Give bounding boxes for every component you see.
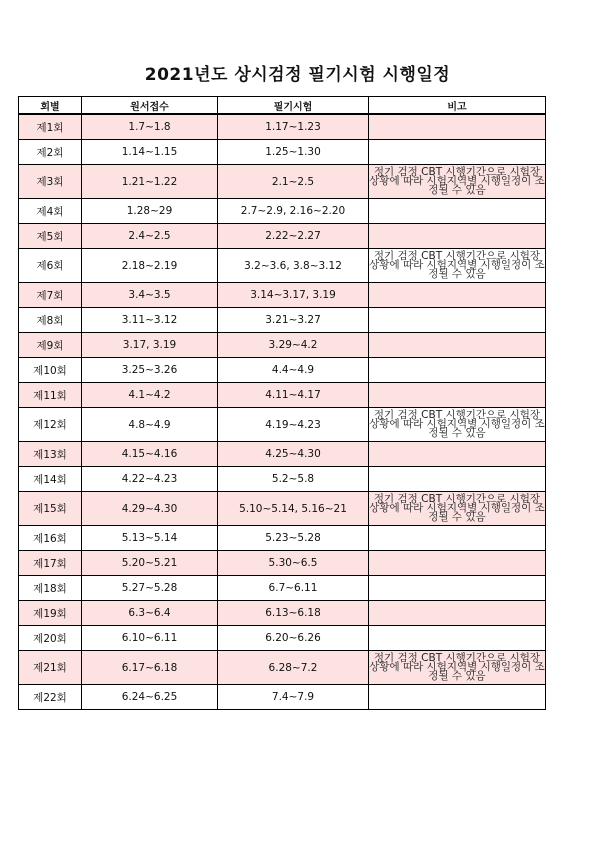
- round-cell: 제3회: [19, 165, 82, 199]
- application-cell: 4.29~4.30: [82, 492, 218, 526]
- application-cell: 4.15~4.16: [82, 442, 218, 467]
- table-row: [19, 576, 546, 601]
- exam-cell: 3.29~4.2: [218, 333, 369, 358]
- application-cell: 5.27~5.28: [82, 576, 218, 601]
- exam-cell: 4.25~4.30: [218, 442, 369, 467]
- round-cell: 제11회: [19, 383, 82, 408]
- table-row: [19, 651, 546, 685]
- note-cell: [369, 576, 546, 601]
- round-cell: 제17회: [19, 551, 82, 576]
- round-cell: 제18회: [19, 576, 82, 601]
- note-cell: [369, 626, 546, 651]
- note-cell: [369, 283, 546, 308]
- table-row: [19, 551, 546, 576]
- table-row: [19, 383, 546, 408]
- table-row: [19, 199, 546, 224]
- note-cell: [369, 526, 546, 551]
- exam-cell: 2.7~2.9, 2.16~2.20: [218, 199, 369, 224]
- table-row: [19, 165, 546, 199]
- application-cell: 4.22~4.23: [82, 467, 218, 492]
- table-row: [19, 114, 546, 140]
- round-cell: 제10회: [19, 358, 82, 383]
- round-cell: 제5회: [19, 224, 82, 249]
- page-title: 2021년도 상시검정 필기시험 시행일정: [144, 65, 451, 85]
- exam-cell: 6.20~6.26: [218, 626, 369, 651]
- application-cell: 4.8~4.9: [82, 408, 218, 442]
- note-cell: [369, 358, 546, 383]
- application-cell: 5.13~5.14: [82, 526, 218, 551]
- round-cell: 제22회: [19, 685, 82, 710]
- note-cell: 정기 검정 CBT 시행기간으로 시험장 상황에 따라 시험지역별 시행일정이 조정될 수 있음: [369, 408, 546, 442]
- application-cell: 3.17, 3.19: [82, 333, 218, 358]
- exam-cell: 5.2~5.8: [218, 467, 369, 492]
- application-cell: 6.24~6.25: [82, 685, 218, 710]
- note-cell: [369, 199, 546, 224]
- schedule-table: [18, 96, 546, 710]
- round-cell: 제9회: [19, 333, 82, 358]
- header-note: 비고: [369, 97, 546, 115]
- round-cell: 제6회: [19, 249, 82, 283]
- round-cell: 제1회: [19, 114, 82, 140]
- table-row: [19, 249, 546, 283]
- exam-cell: 5.10~5.14, 5.16~21: [218, 492, 369, 526]
- table-row: [19, 492, 546, 526]
- table-row: [19, 601, 546, 626]
- application-cell: 2.4~2.5: [82, 224, 218, 249]
- table-row: [19, 685, 546, 710]
- application-cell: 5.20~5.21: [82, 551, 218, 576]
- note-cell: [369, 551, 546, 576]
- application-cell: 6.3~6.4: [82, 601, 218, 626]
- round-cell: 제21회: [19, 651, 82, 685]
- table-row: [19, 442, 546, 467]
- exam-cell: 6.7~6.11: [218, 576, 369, 601]
- table-row: [19, 526, 546, 551]
- note-cell: [369, 685, 546, 710]
- note-cell: 정기 검정 CBT 시행기간으로 시험장 상황에 따라 시험지역별 시행일정이 조정될 수 있음: [369, 249, 546, 283]
- application-cell: 3.25~3.26: [82, 358, 218, 383]
- round-cell: 제20회: [19, 626, 82, 651]
- table-row: [19, 626, 546, 651]
- note-cell: 정기 검정 CBT 시행기간으로 시험장 상황에 따라 시험지역별 시행일정이 조정될 수 있음: [369, 651, 546, 685]
- note-cell: [369, 442, 546, 467]
- exam-cell: 6.28~7.2: [218, 651, 369, 685]
- note-cell: 정기 검정 CBT 시행기간으로 시험장 상황에 따라 시험지역별 시행일정이 조정될 수 있음: [369, 165, 546, 199]
- exam-cell: 4.19~4.23: [218, 408, 369, 442]
- table-row: [19, 408, 546, 442]
- table-row: [19, 283, 546, 308]
- round-cell: 제19회: [19, 601, 82, 626]
- exam-cell: 2.1~2.5: [218, 165, 369, 199]
- exam-cell: 4.11~4.17: [218, 383, 369, 408]
- round-cell: 제13회: [19, 442, 82, 467]
- application-cell: 1.7~1.8: [82, 114, 218, 140]
- exam-cell: 3.21~3.27: [218, 308, 369, 333]
- table-header-row: [19, 97, 546, 115]
- exam-cell: 3.14~3.17, 3.19: [218, 283, 369, 308]
- application-cell: 3.4~3.5: [82, 283, 218, 308]
- exam-cell: 1.25~1.30: [218, 140, 369, 165]
- table-row: [19, 467, 546, 492]
- exam-cell: 6.13~6.18: [218, 601, 369, 626]
- round-cell: 제2회: [19, 140, 82, 165]
- table-row: [19, 140, 546, 165]
- application-cell: 6.17~6.18: [82, 651, 218, 685]
- round-cell: 제12회: [19, 408, 82, 442]
- header-round: 회별: [19, 97, 82, 115]
- round-cell: 제16회: [19, 526, 82, 551]
- exam-cell: 4.4~4.9: [218, 358, 369, 383]
- note-cell: [369, 383, 546, 408]
- application-cell: 6.10~6.11: [82, 626, 218, 651]
- exam-cell: 5.23~5.28: [218, 526, 369, 551]
- table-row: [19, 358, 546, 383]
- round-cell: 제8회: [19, 308, 82, 333]
- round-cell: 제7회: [19, 283, 82, 308]
- exam-cell: 7.4~7.9: [218, 685, 369, 710]
- header-application: 원서접수: [82, 97, 218, 115]
- application-cell: 4.1~4.2: [82, 383, 218, 408]
- application-cell: 3.11~3.12: [82, 308, 218, 333]
- round-cell: 제15회: [19, 492, 82, 526]
- application-cell: 1.21~1.22: [82, 165, 218, 199]
- application-cell: 1.28~29: [82, 199, 218, 224]
- round-cell: 제14회: [19, 467, 82, 492]
- note-cell: 정기 검정 CBT 시행기간으로 시험장 상황에 따라 시험지역별 시행일정이 조정될 수 있음: [369, 492, 546, 526]
- note-cell: [369, 224, 546, 249]
- application-cell: 2.18~2.19: [82, 249, 218, 283]
- table-row: [19, 224, 546, 249]
- header-exam: 필기시험: [218, 97, 369, 115]
- note-cell: [369, 333, 546, 358]
- note-cell: [369, 114, 546, 140]
- note-cell: [369, 140, 546, 165]
- exam-cell: 2.22~2.27: [218, 224, 369, 249]
- exam-cell: 5.30~6.5: [218, 551, 369, 576]
- round-cell: 제4회: [19, 199, 82, 224]
- table-row: [19, 333, 546, 358]
- note-cell: [369, 601, 546, 626]
- table-row: [19, 308, 546, 333]
- exam-cell: 1.17~1.23: [218, 114, 369, 140]
- note-cell: [369, 467, 546, 492]
- exam-cell: 3.2~3.6, 3.8~3.12: [218, 249, 369, 283]
- application-cell: 1.14~1.15: [82, 140, 218, 165]
- note-cell: [369, 308, 546, 333]
